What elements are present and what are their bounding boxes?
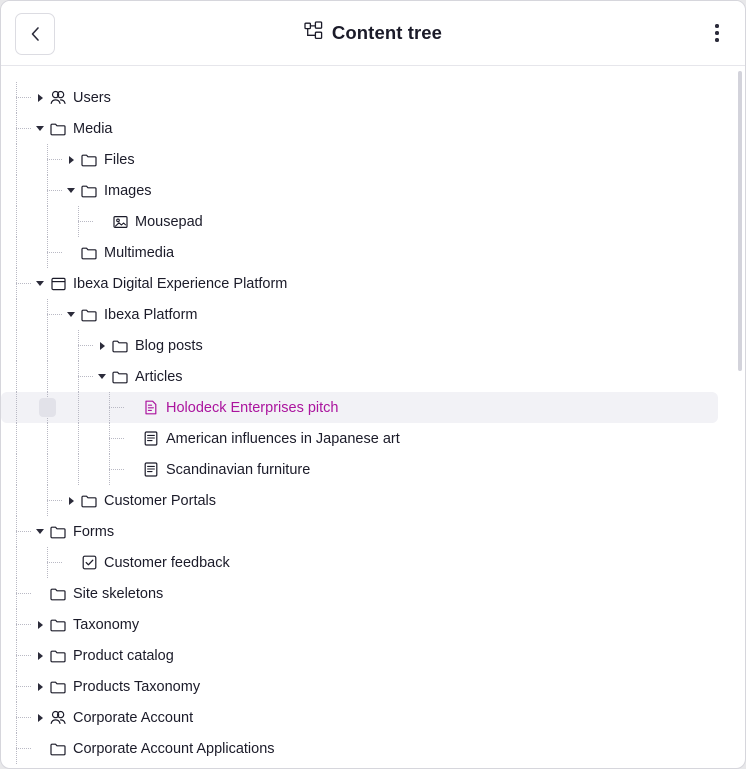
tree-branch-guide [32, 299, 63, 330]
tree-branch-guide [94, 392, 125, 423]
tree-node-label: Files [104, 151, 135, 168]
folder-icon [79, 491, 99, 511]
tree-node-label: Users [73, 89, 111, 106]
chevron-down-icon[interactable] [32, 113, 48, 144]
tree-node[interactable] [1, 547, 745, 578]
panel-header [1, 1, 745, 66]
tree-node-label: Media [73, 120, 113, 137]
tree-node-label: Customer feedback [104, 554, 230, 571]
chevron-down-icon[interactable] [94, 361, 110, 392]
page-icon [48, 274, 68, 294]
tree-node[interactable] [1, 237, 745, 268]
tree-node-label: Products Taxonomy [73, 678, 201, 695]
tree-node-label: Images [104, 182, 152, 199]
tree-node-label: Blog posts [135, 337, 203, 354]
tree-indent-guide [1, 175, 32, 206]
folder-icon [79, 181, 99, 201]
tree-branch-guide [1, 516, 32, 547]
article-draft-icon [141, 398, 161, 418]
tree-node-drag-handle[interactable] [39, 398, 56, 417]
content-tree[interactable] [1, 66, 745, 769]
tree-indent-guide [63, 423, 94, 454]
folder-icon [48, 584, 68, 604]
tree-indent-guide [1, 454, 32, 485]
tree-node-label: American influences in Japanese art [166, 430, 400, 447]
tree-node-label: Customer Portals [104, 492, 217, 509]
tree-branch-guide [94, 423, 125, 454]
tree-toggle-placeholder [125, 423, 141, 454]
tree-node[interactable] [1, 454, 745, 485]
tree-node[interactable] [1, 330, 745, 361]
tree-indent-guide [1, 547, 32, 578]
folder-icon [79, 150, 99, 170]
form-icon [79, 553, 99, 573]
tree-node[interactable] [1, 144, 745, 175]
folder-icon [48, 646, 68, 666]
chevron-down-icon[interactable] [32, 268, 48, 299]
tree-toggle-placeholder [125, 392, 141, 423]
chevron-down-icon[interactable] [63, 175, 79, 206]
tree-branch-guide [1, 578, 32, 609]
tree-node[interactable] [1, 113, 745, 144]
tree-node-label: Site skeletons [73, 585, 164, 602]
tree-node-selected[interactable] [1, 392, 718, 423]
tree-indent-guide [63, 392, 94, 423]
chevron-down-icon[interactable] [32, 516, 48, 547]
tree-node-label: Multimedia [104, 244, 175, 261]
tree-indent-guide [1, 361, 32, 392]
tree-toggle-placeholder [63, 547, 79, 578]
tree-toggle-placeholder [63, 237, 79, 268]
folder-icon [48, 522, 68, 542]
chevron-left-icon [30, 26, 41, 42]
tree-node-label: Corporate Account Applications [73, 740, 275, 757]
users-icon [48, 88, 68, 108]
tree-indent-guide [32, 206, 63, 237]
tree-node-label: Ibexa Platform [104, 306, 198, 323]
tree-node-label: Ibexa Digital Experience Platform [73, 275, 288, 292]
tree-indent-guide [1, 299, 32, 330]
image-icon [110, 212, 130, 232]
tree-indent-guide [32, 361, 63, 392]
content-tree-icon [304, 21, 323, 45]
tree-node-label: Articles [135, 368, 183, 385]
article-icon [141, 429, 161, 449]
article-icon [141, 460, 161, 480]
tree-branch-guide [1, 268, 32, 299]
tree-scrollbar[interactable] [738, 71, 742, 371]
chevron-right-icon[interactable] [32, 640, 48, 671]
chevron-right-icon[interactable] [32, 671, 48, 702]
tree-branch-guide [63, 361, 94, 392]
tree-node[interactable] [1, 671, 745, 702]
tree-toggle-placeholder [125, 454, 141, 485]
chevron-down-icon[interactable] [63, 299, 79, 330]
tree-node[interactable] [1, 702, 745, 733]
tree-branch-guide [1, 671, 32, 702]
chevron-right-icon[interactable] [32, 82, 48, 113]
tree-node[interactable] [1, 578, 745, 609]
tree-branch-guide [32, 547, 63, 578]
tree-node-label: Product catalog [73, 647, 174, 664]
tree-node[interactable] [1, 640, 745, 671]
tree-node-label: Holodeck Enterprises pitch [166, 399, 339, 416]
tree-branch-guide [94, 454, 125, 485]
folder-icon [79, 243, 99, 263]
tree-toggle-placeholder [32, 733, 48, 764]
tree-node-label: Forms [73, 523, 115, 540]
page-title-text: Content tree [331, 22, 443, 43]
tree-node[interactable] [1, 423, 745, 454]
tree-toggle-placeholder [32, 578, 48, 609]
tree-branch-guide [1, 640, 32, 671]
tree-indent-guide [32, 423, 63, 454]
folder-icon [48, 615, 68, 635]
tree-node-label: Mousepad [135, 213, 203, 230]
chevron-right-icon[interactable] [94, 330, 110, 361]
users-icon [48, 708, 68, 728]
tree-node[interactable] [1, 733, 745, 764]
tree-branch-guide [1, 82, 32, 113]
tree-branch-guide [63, 206, 94, 237]
tree-toggle-placeholder [94, 206, 110, 237]
tree-node[interactable] [1, 299, 745, 330]
tree-node[interactable] [1, 82, 745, 113]
folder-icon [48, 739, 68, 759]
tree-node[interactable] [1, 516, 745, 547]
folder-icon [110, 367, 130, 387]
tree-branch-guide [32, 144, 63, 175]
chevron-right-icon[interactable] [63, 485, 79, 516]
tree-node[interactable] [1, 361, 745, 392]
tree-branch-guide [32, 175, 63, 206]
tree-node-label: Scandinavian furniture [166, 461, 311, 478]
tree-node-label: Taxonomy [73, 616, 140, 633]
tree-node[interactable] [1, 609, 745, 640]
chevron-right-icon[interactable] [32, 702, 48, 733]
tree-node[interactable] [1, 175, 745, 206]
tree-node-label: Corporate Account [73, 709, 194, 726]
tree-node[interactable] [1, 268, 745, 299]
folder-icon [79, 305, 99, 325]
tree-node[interactable] [1, 485, 745, 516]
folder-icon [48, 677, 68, 697]
back-button[interactable] [15, 13, 55, 55]
folder-icon [48, 119, 68, 139]
tree-indent-guide [32, 454, 63, 485]
tree-indent-guide [32, 330, 63, 361]
tree-branch-guide [1, 733, 32, 764]
tree-branch-guide [63, 330, 94, 361]
chevron-right-icon[interactable] [63, 144, 79, 175]
folder-icon [110, 336, 130, 356]
tree-branch-guide [32, 237, 63, 268]
tree-indent-guide [1, 423, 32, 454]
tree-branch-guide [1, 609, 32, 640]
tree-indent-guide [1, 330, 32, 361]
page-title [304, 21, 442, 45]
tree-indent-guide [1, 206, 32, 237]
tree-branch-guide [1, 702, 32, 733]
tree-indent-guide [1, 144, 32, 175]
chevron-right-icon[interactable] [32, 609, 48, 640]
tree-indent-guide [1, 392, 32, 423]
tree-indent-guide [1, 237, 32, 268]
tree-branch-guide [1, 113, 32, 144]
tree-indent-guide [1, 485, 32, 516]
tree-node[interactable] [1, 206, 745, 237]
tree-indent-guide [63, 454, 94, 485]
tree-branch-guide [32, 485, 63, 516]
kebab-menu-icon[interactable] [705, 18, 729, 48]
